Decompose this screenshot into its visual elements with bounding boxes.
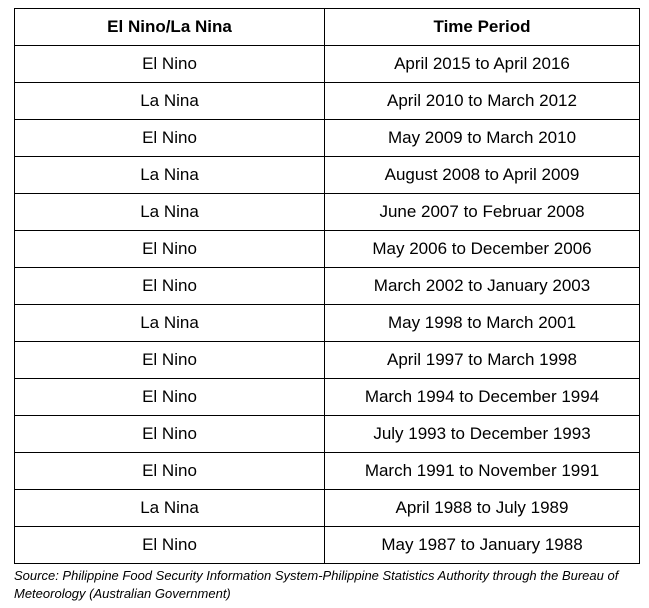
time-period-cell: May 1998 to March 2001 bbox=[325, 305, 640, 342]
time-period-cell: August 2008 to April 2009 bbox=[325, 157, 640, 194]
event-type-cell: El Nino bbox=[15, 379, 325, 416]
time-period-cell: March 2002 to January 2003 bbox=[325, 268, 640, 305]
event-type-cell: El Nino bbox=[15, 416, 325, 453]
event-type-cell: La Nina bbox=[15, 305, 325, 342]
time-period-cell: May 2009 to March 2010 bbox=[325, 120, 640, 157]
table-row bbox=[15, 305, 640, 342]
event-type-cell: La Nina bbox=[15, 157, 325, 194]
time-period-cell: April 1997 to March 1998 bbox=[325, 342, 640, 379]
table-row bbox=[15, 416, 640, 453]
time-period-cell: May 1987 to January 1988 bbox=[325, 527, 640, 564]
time-period-cell: March 1994 to December 1994 bbox=[325, 379, 640, 416]
table-row bbox=[15, 527, 640, 564]
time-period-cell: May 2006 to December 2006 bbox=[325, 231, 640, 268]
table-row bbox=[15, 231, 640, 268]
header-event-type: El Nino/La Nina bbox=[15, 9, 325, 46]
event-type-cell: La Nina bbox=[15, 83, 325, 120]
event-type-cell: La Nina bbox=[15, 490, 325, 527]
event-type-cell: El Nino bbox=[15, 231, 325, 268]
table-header-row bbox=[15, 9, 640, 46]
time-period-cell: July 1993 to December 1993 bbox=[325, 416, 640, 453]
event-type-cell: El Nino bbox=[15, 527, 325, 564]
time-period-cell: April 2010 to March 2012 bbox=[325, 83, 640, 120]
event-type-cell: El Nino bbox=[15, 342, 325, 379]
event-type-cell: La Nina bbox=[15, 194, 325, 231]
table-row bbox=[15, 194, 640, 231]
source-note: Source: Philippine Food Security Information System-Philippine Statistics Authority through the Bureau of Meteorology (Australian Government) bbox=[14, 568, 619, 601]
event-type-cell: El Nino bbox=[15, 453, 325, 490]
header-time-period: Time Period bbox=[325, 9, 640, 46]
table-row bbox=[15, 342, 640, 379]
time-period-cell: June 2007 to Februar 2008 bbox=[325, 194, 640, 231]
event-type-cell: El Nino bbox=[15, 46, 325, 83]
table-row bbox=[15, 46, 640, 83]
event-type-cell: El Nino bbox=[15, 120, 325, 157]
table-row bbox=[15, 453, 640, 490]
event-type-cell: El Nino bbox=[15, 268, 325, 305]
table-row bbox=[15, 268, 640, 305]
table-row bbox=[15, 120, 640, 157]
table-row bbox=[15, 157, 640, 194]
table-row bbox=[15, 83, 640, 120]
time-period-cell: April 2015 to April 2016 bbox=[325, 46, 640, 83]
table-row bbox=[15, 379, 640, 416]
time-period-cell: April 1988 to July 1989 bbox=[325, 490, 640, 527]
time-period-cell: March 1991 to November 1991 bbox=[325, 453, 640, 490]
table-row bbox=[15, 490, 640, 527]
enso-periods-table bbox=[14, 8, 640, 564]
